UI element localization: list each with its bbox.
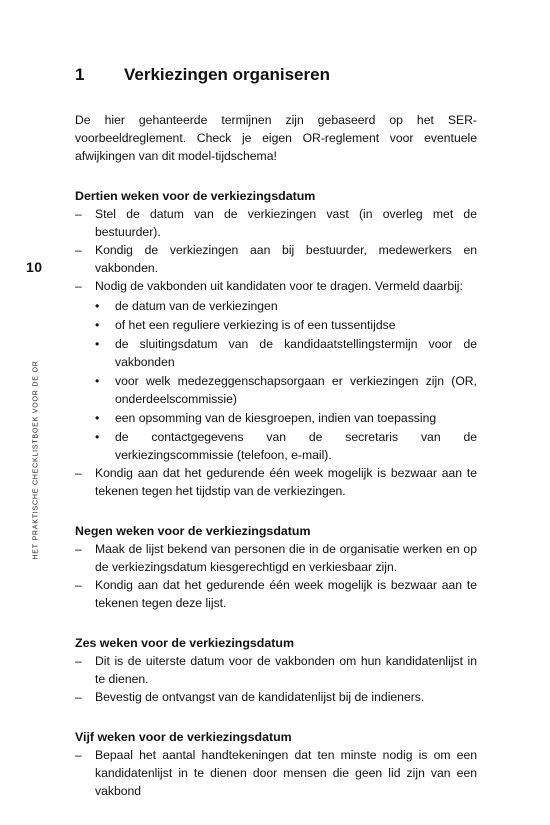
list-item — [75, 464, 477, 500]
section-zes-weken — [75, 634, 477, 706]
chapter-title: Verkiezingen organiseren — [124, 65, 330, 84]
dash-marker: – — [75, 243, 82, 257]
bullet-item-text: of het een reguliere verkiezing is of een tussentijdse — [115, 318, 396, 332]
running-title: HET PRAKTISCHE CHECKLISTBOEK VOOR DE OR — [32, 360, 40, 560]
dash-marker: – — [75, 207, 82, 221]
list-item — [75, 576, 477, 612]
bullet-marker: • — [95, 411, 100, 425]
dash-list — [75, 540, 477, 612]
bullet-item-text: de contactgegevens van de secretaris van de verkiezingscommissie (telefoon, e-mail). — [115, 430, 477, 462]
bullet-item-text: de sluitingsdatum van de kandidaatstellingstermijn voor de vakbonden — [115, 337, 477, 369]
list-item-text: Kondig aan dat het gedurende één week mogelijk is bezwaar aan te tekenen tegen het tijdstip van de verkiezingen. — [95, 466, 477, 498]
list-item-text: Dit is de uiterste datum voor de vakbonden om hun kandidatenlijst in te dienen. — [95, 654, 477, 686]
chapter-heading — [75, 64, 477, 86]
dash-list — [75, 652, 477, 706]
dash-list — [75, 746, 477, 800]
bullet-item — [95, 297, 477, 315]
section-dertien-weken — [75, 187, 477, 500]
bullet-marker: • — [95, 337, 100, 351]
section-vijf-weken — [75, 728, 477, 800]
bullet-item — [95, 316, 477, 334]
list-item — [75, 241, 477, 277]
dash-marker: – — [75, 466, 82, 480]
dash-marker: – — [75, 748, 82, 762]
bullet-item — [95, 409, 477, 427]
page-content — [75, 64, 477, 822]
section-heading: Vijf weken voor de verkiezingsdatum — [75, 730, 292, 744]
list-item-text: Stel de datum van de verkiezingen vast (in overleg met de bestuurder). — [95, 207, 477, 239]
list-item — [75, 652, 477, 688]
bullet-item-text: voor welk medezeggenschapsorgaan er verkiezingen zijn (OR, onderdeelscommissie) — [115, 374, 477, 406]
dash-marker: – — [75, 578, 82, 592]
list-item — [75, 540, 477, 576]
section-heading: Zes weken voor de verkiezingsdatum — [75, 636, 294, 650]
list-item-text: Nodig de vakbonden uit kandidaten voor te dragen. Vermeld daarbij: — [95, 279, 463, 293]
section-heading: Negen weken voor de verkiezingsdatum — [75, 524, 311, 538]
bullet-item-text: de datum van de verkiezingen — [115, 299, 278, 313]
intro-paragraph: De hier gehanteerde termijnen zijn gebaseerd op het SER-voorbeeldreglement. Check je eigen OR-reglement voor eventuele afwijkingen van dit model-tijdschema! — [75, 113, 477, 163]
chapter-number: 1 — [75, 65, 85, 84]
bullet-marker: • — [95, 374, 100, 388]
list-item — [75, 205, 477, 241]
bullet-marker: • — [95, 430, 100, 444]
bullet-item — [95, 335, 477, 371]
list-item — [75, 746, 477, 800]
section-negen-weken — [75, 522, 477, 612]
bullet-item — [95, 428, 477, 464]
bullet-marker: • — [95, 299, 100, 313]
dash-marker: – — [75, 279, 82, 293]
bullet-marker: • — [95, 318, 100, 332]
list-item-text: Kondig aan dat het gedurende één week mogelijk is bezwaar aan te tekenen tegen deze lijst. — [95, 578, 477, 610]
list-item — [75, 688, 477, 706]
bullet-list — [95, 297, 477, 464]
list-item — [75, 277, 477, 464]
dash-marker: – — [75, 542, 82, 556]
list-item-text: Kondig de verkiezingen aan bij bestuurder, medewerkers en vakbonden. — [95, 243, 477, 275]
list-item-text: Maak de lijst bekend van personen die in de organisatie werken en op de verkiezingsdatum kiesgerechtigd en verkiesbaar zijn. — [95, 542, 477, 574]
dash-marker: – — [75, 690, 82, 704]
list-item-text: Bepaal het aantal handtekeningen dat ten minste nodig is om een kandidatenlijst in te dienen door mensen die geen lid zijn van een vakbond — [95, 748, 477, 798]
dash-list — [75, 205, 477, 500]
page-number: 10 — [26, 259, 43, 275]
bullet-item-text: een opsomming van de kiesgroepen, indien van toepassing — [115, 411, 437, 425]
dash-marker: – — [75, 654, 82, 668]
section-heading: Dertien weken voor de verkiezingsdatum — [75, 189, 316, 203]
bullet-item — [95, 372, 477, 408]
list-item-text: Bevestig de ontvangst van de kandidatenlijst bij de indieners. — [95, 690, 425, 704]
